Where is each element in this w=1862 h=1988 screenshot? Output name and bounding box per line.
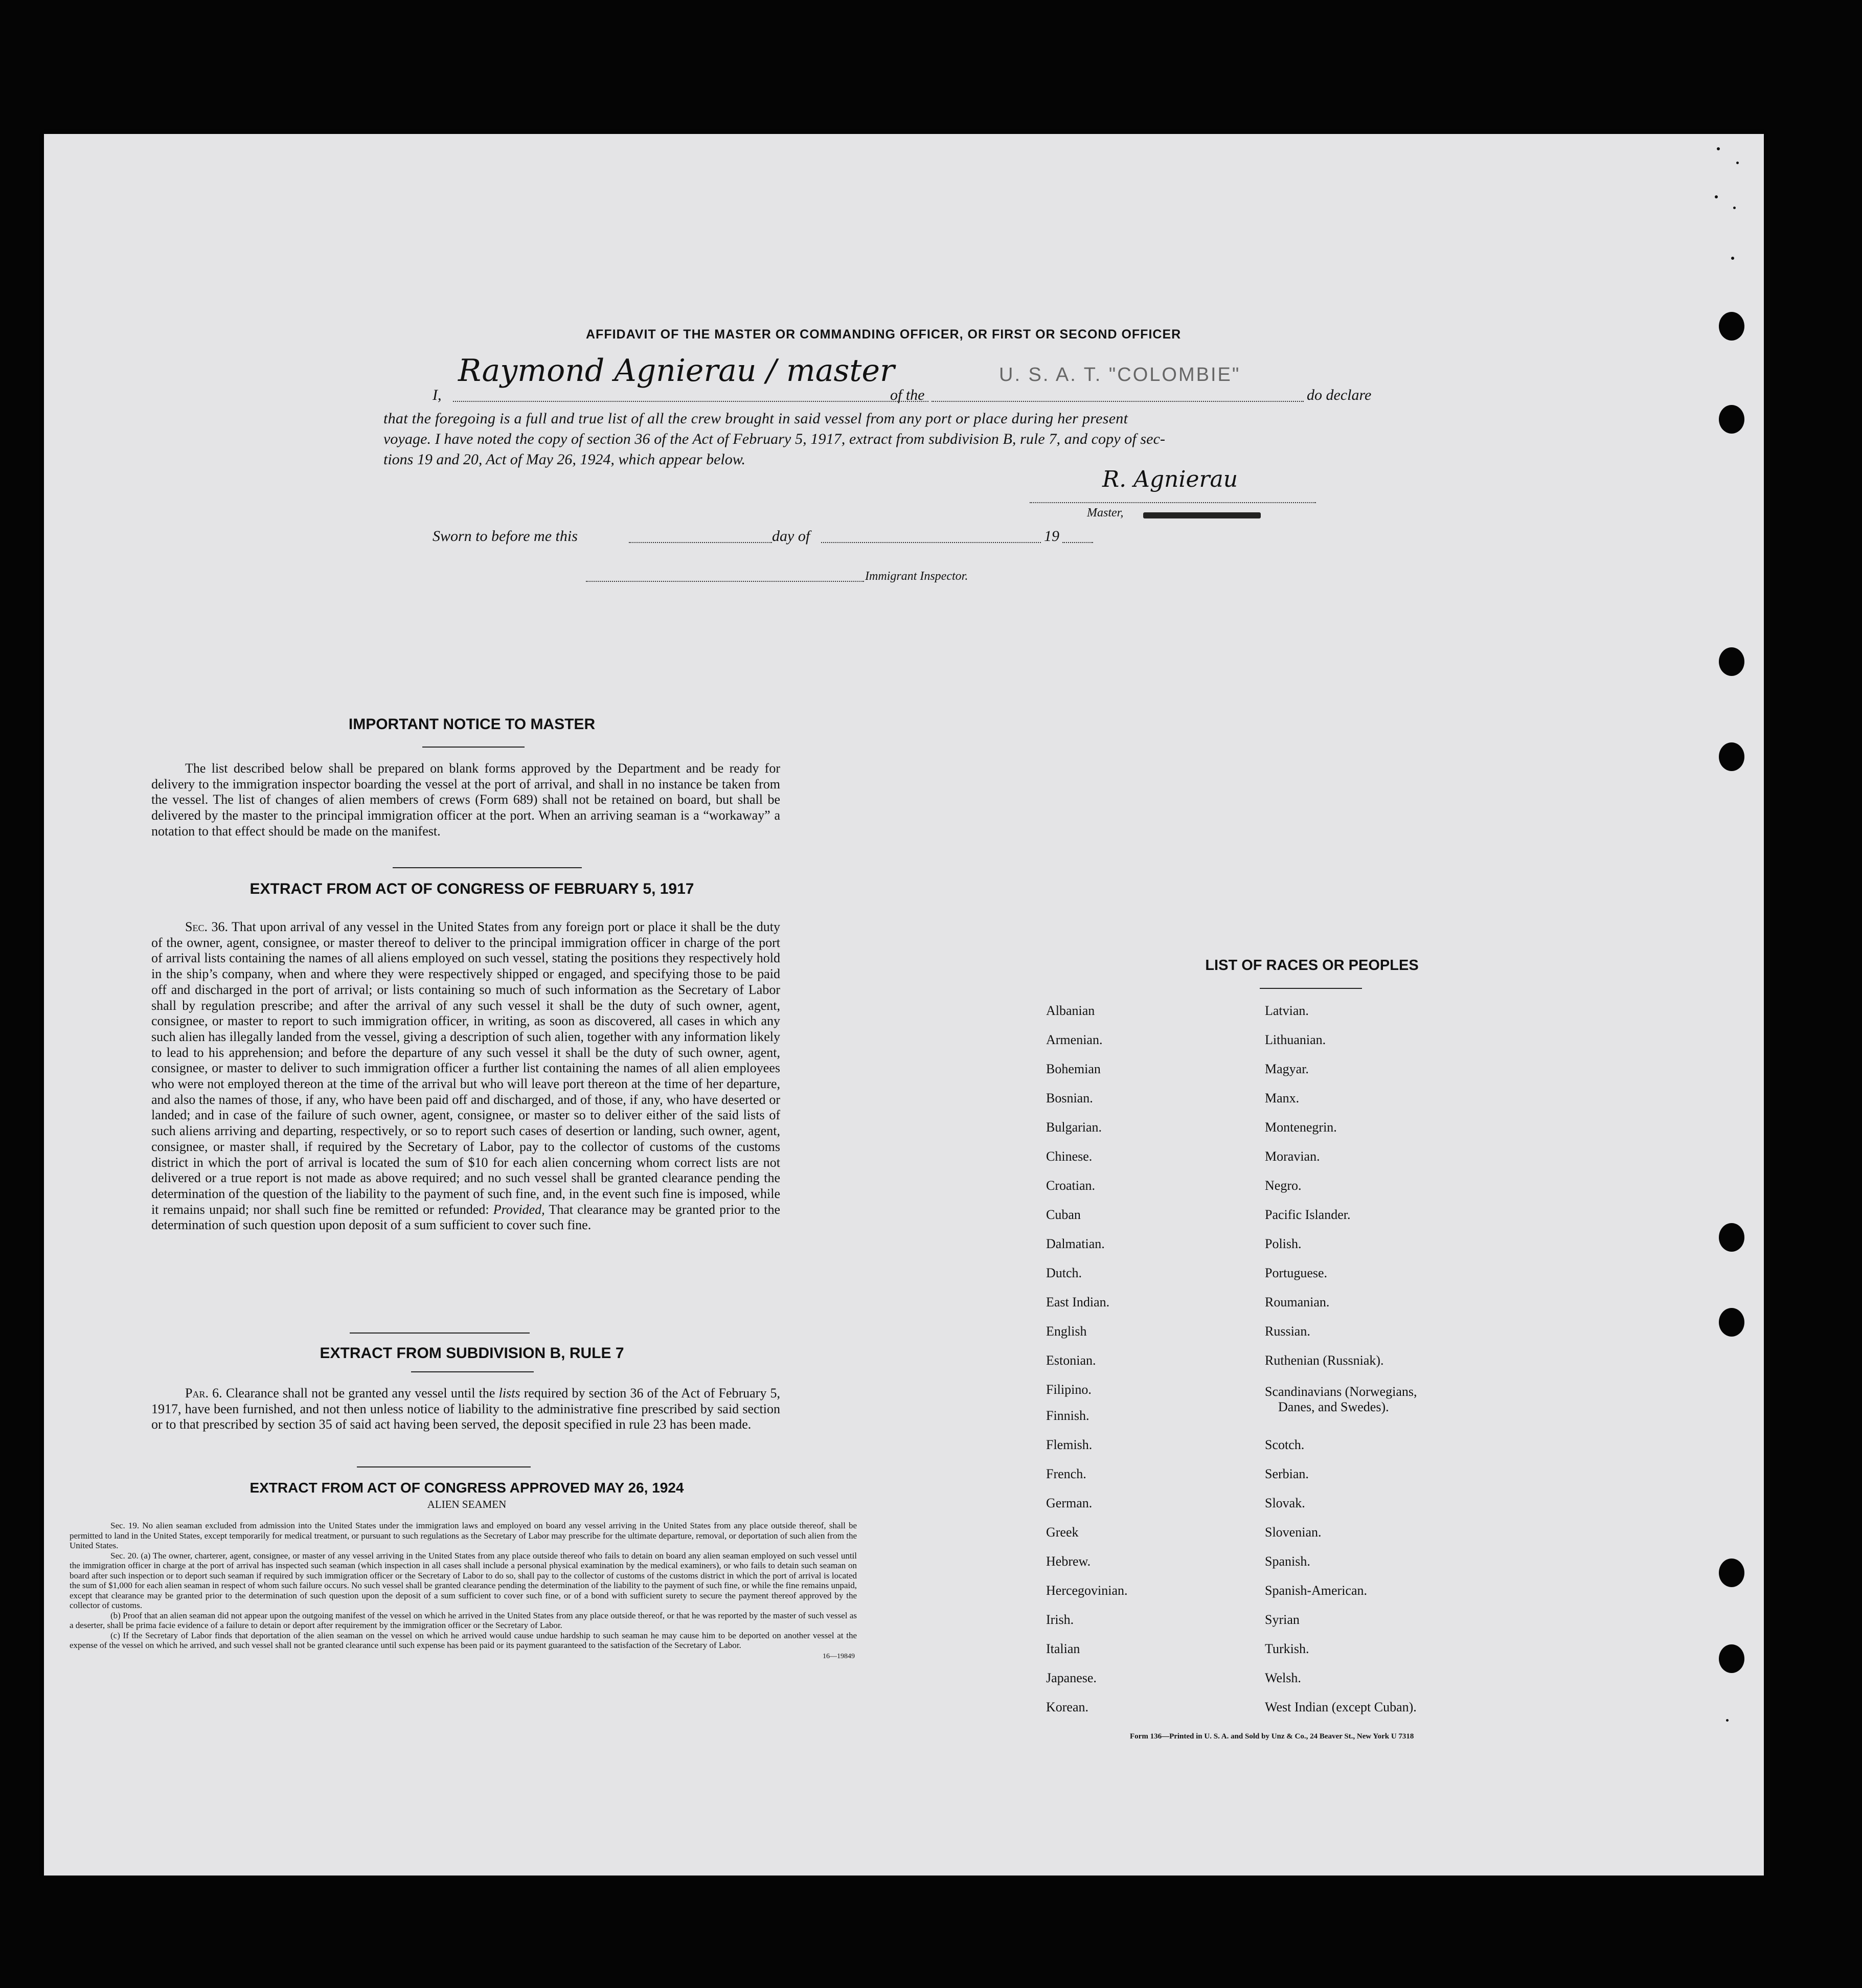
- races-left-column: [1046, 1003, 1251, 1734]
- provided-word: Provided,: [493, 1202, 545, 1217]
- race-item-left: French.: [1046, 1466, 1086, 1482]
- race-item-right: Manx.: [1265, 1091, 1300, 1105]
- race-item-left: East Indian.: [1046, 1295, 1110, 1309]
- race-item-right: Welsh.: [1265, 1670, 1301, 1686]
- race-item-right: Negro.: [1265, 1178, 1302, 1193]
- section-36-label: Sec. 36.: [185, 919, 228, 934]
- notice-heading: IMPORTANT NOTICE TO MASTER: [348, 716, 596, 733]
- race-item-left: Hebrew.: [1046, 1554, 1091, 1569]
- section-36-end: That clearance may be granted prior to the determination of such question upon deposit of a sum sufficient to cover such fine.: [151, 1202, 781, 1233]
- race-item-left: Korean.: [1046, 1700, 1089, 1715]
- races-right-column: [1265, 1003, 1551, 1734]
- section-19-text: Sec. 19. No alien seaman excluded from admission into the United States under the immigration laws and employed on board any vessel arriving in the United States from any place outside thereof, shall be permitted to land in the United States, except temporarily for medical treatment, or pursuant to such regulations as the Secretary of Labor may prescribe for the ultimate departure, removal, or deportation of such alien from the United States.: [70, 1521, 857, 1550]
- race-item-left: Estonian.: [1046, 1353, 1096, 1368]
- affidavit-of-the: of the: [890, 387, 925, 403]
- par-6-label: Par. 6.: [185, 1386, 222, 1400]
- affidavit-do-declare: do declare: [1307, 387, 1372, 403]
- affidavit-prefix: I,: [433, 387, 442, 403]
- race-item-left: Dutch.: [1046, 1266, 1082, 1280]
- race-item-left: Croatian.: [1046, 1178, 1096, 1193]
- year-label: 19: [1044, 528, 1059, 545]
- race-item-right: Ruthenian (Russniak).: [1265, 1353, 1384, 1368]
- alien-seamen-subheading: ALIEN SEAMEN: [427, 1498, 507, 1510]
- sworn-label: Sworn to before me this: [433, 528, 578, 545]
- race-item-right: Turkish.: [1265, 1641, 1309, 1657]
- punch-hole: [1719, 647, 1744, 676]
- affidavit-title: AFFIDAVIT OF THE MASTER OR COMMANDING OFFICER, OR FIRST OR SECOND OFFICER: [586, 327, 1182, 342]
- race-item-right: Pacific Islander.: [1265, 1207, 1351, 1222]
- race-item-right: Danes, and Swedes).: [1278, 1399, 1389, 1414]
- race-item-right: Moravian.: [1265, 1149, 1320, 1164]
- race-item-right: West Indian (except Cuban).: [1265, 1700, 1417, 1715]
- race-item-left: Greek: [1046, 1525, 1079, 1540]
- race-item-right: Montenegrin.: [1265, 1120, 1337, 1135]
- lists-word: lists: [498, 1386, 520, 1400]
- race-item-right: Syrian: [1265, 1612, 1300, 1628]
- race-item-left: Italian: [1046, 1641, 1080, 1657]
- punch-hole: [1719, 742, 1744, 771]
- race-item-left: Bohemian: [1046, 1061, 1101, 1076]
- race-item-right: Slovak.: [1265, 1496, 1305, 1511]
- notice-text: The list described below shall be prepared on blank forms approved by the Department and be ready for delivery to the immigration inspector boarding the vessel at the port of arrival, and shall in no instance be taken from the vessel. The list of changes of alien members of crews (Form 689) shall not be retained on board, but shall be delivered by the master to the principal immigration officer at the port. When an arriving seaman is a “workaway” a notation to that effect should be made on the manifest.: [151, 761, 780, 839]
- form-code: 16—19849: [823, 1652, 855, 1660]
- race-item-right: Latvian.: [1265, 1003, 1309, 1018]
- race-item-right: Polish.: [1265, 1236, 1302, 1251]
- extract-1924-heading: EXTRACT FROM ACT OF CONGRESS APPROVED MAY 26, 1924: [249, 1480, 684, 1496]
- race-item-left: English: [1046, 1324, 1087, 1339]
- punch-hole: [1719, 312, 1744, 341]
- race-item-right: Russian.: [1265, 1324, 1310, 1339]
- race-item-left: Armenian.: [1046, 1032, 1103, 1047]
- race-item-left: German.: [1046, 1496, 1093, 1511]
- section-20b-text: (b) Proof that an alien seaman did not appear upon the outgoing manifest of the vessel on which he arrived in the United States from any place outside thereof, or that he was reported by the master of such vessel as a deserter, shall be prima facie evidence of a failure to detain or deport after requirement by the immigration officer or the Secretary of Labor.: [70, 1610, 857, 1630]
- struck-out-title: [1143, 512, 1261, 518]
- section-20a-text: Sec. 20. (a) The owner, charterer, agent, consignee, or master of any vessel arriving in the United States from any place outside thereof who fails to detain on board any alien seaman employed on such vessel until the immigration officer in charge at the port of arrival has inspected such seaman (which inspection in all cases shall include a personal physical examination by the medical examiners), or who fails to detain such seaman on board after such inspection or to deport such seaman if required by such immigration officer or the Secretary of Labor to do so, shall pay to the collector of customs of the customs district in which the port of arrival is located the sum of $1,000 for each alien seaman in respect of whom such failure occurs. No such vessel shall be granted clearance pending the determination of the liability to the payment of such fine, or while the fine remains unpaid, except that clearance may be granted prior to the determination of such question upon the deposit of a sum sufficient to cover such fine, or of a bond with sufficient surety to secure the payment thereof approved by the collector of customs.: [70, 1550, 857, 1610]
- rule-7-text-a: Clearance shall not be granted any vessel until the: [225, 1386, 495, 1400]
- handwritten-master-name: Raymond Agnierau / master: [458, 353, 895, 389]
- extract-1917-text: [151, 919, 780, 1233]
- race-item-right: Lithuanian.: [1265, 1032, 1326, 1047]
- punch-hole: [1719, 1223, 1744, 1252]
- master-label: Master,: [1087, 506, 1124, 519]
- race-item-left: Chinese.: [1046, 1149, 1093, 1164]
- affidavit-line-3: voyage. I have noted the copy of section 36 of the Act of February 5, 1917, extract from subdivision B, rule 7, and copy of sec-: [383, 431, 1166, 447]
- form-footer: Form 136—Printed in U. S. A. and Sold by Unz & Co., 24 Beaver St., New York U 7318: [1130, 1732, 1414, 1741]
- immigrant-inspector-label: Immigrant Inspector.: [865, 570, 968, 583]
- race-item-left: Irish.: [1046, 1612, 1074, 1628]
- race-item-right: Serbian.: [1265, 1466, 1309, 1482]
- race-item-right: Slovenian.: [1265, 1525, 1322, 1540]
- punch-hole: [1719, 1558, 1744, 1587]
- race-item-left: Flemish.: [1046, 1437, 1093, 1453]
- race-item-left: Cuban: [1046, 1207, 1081, 1222]
- race-item-right: Scandinavians (Norwegians,: [1265, 1384, 1417, 1399]
- rule-7-heading: EXTRACT FROM SUBDIVISION B, RULE 7: [320, 1345, 624, 1362]
- race-item-left: Finnish.: [1046, 1408, 1089, 1424]
- section-36-body: That upon arrival of any vessel in the United States from any foreign port or place it shall be the duty of the owner, agent, consignee, or master thereof to deliver to the principal immigration officer in charge of the port of arrival lists containing the names of all aliens employed on such vessel, stating the positions they respectively hold in the ship’s company, when and where they were respectively shipped or engaged, and specifying those to be paid off and discharged in the port of arrival; or lists containing so much of such information as the Secretary of Labor shall by regulation prescribe; and after the arrival of any such vessel it shall be the duty of such owner, agent, consignee, or master to report to such immigration officer, in writing, as soon as discovered, all cases in which any such alien has illegally landed from the vessel, giving a description of such alien, together with any information likely to lead to his apprehension; and before the departure of any such vessel it shall be the duty of such owner, agent, consignee, or master to deliver to such immigration officer a further list containing the names of all alien employees who were not employed thereon at the time of the arrival but who will leave port thereon at the time of her departure, and also the names of those, if any, who have been paid off and discharged, and of those, if any, who have deserted or landed; and in case of the failure of such owner, agent, consignee, or master so to deliver either of the said lists of such aliens arriving and departing, respectively, or so to report such cases of desertion or landing, such owner, agent, consignee, or master shall, if required by the Secretary of Labor, pay to the collector of customs of the customs district in which the port of arrival is located the sum of $10 for each alien concerning whom correct lists are not delivered or a true report is not made as above required; and no such vessel shall be granted clearance pending the determination of the question of the liability to the payment of such fine, and, in the event such fine is imposed, while it remains unpaid; nor shall such fine be remitted or refunded:: [151, 919, 780, 1217]
- document-page: [44, 134, 1764, 1876]
- rule-7-text-b: required by section 36 of the Act of February 5, 1917, have been furnished, and not then unless notice of liability to the administrative fine prescribed by said section or to that prescribed by section 35 of said act having been served, the deposit specified in rule 23 has been made.: [151, 1386, 781, 1432]
- extract-1924-text: [70, 1521, 857, 1661]
- race-item-right: Scotch.: [1265, 1437, 1305, 1453]
- races-heading: LIST OF RACES OR PEOPLES: [1205, 957, 1419, 974]
- race-item-left: Dalmatian.: [1046, 1236, 1105, 1251]
- race-item-right: Magyar.: [1265, 1061, 1309, 1076]
- punch-hole: [1719, 1644, 1744, 1673]
- race-item-right: Spanish-American.: [1265, 1583, 1368, 1598]
- affidavit-line-2: that the foregoing is a full and true list of all the crew brought in said vessel from any port or place during her present: [383, 410, 1128, 427]
- punch-hole: [1719, 1308, 1744, 1337]
- race-item-right: Spanish.: [1265, 1554, 1310, 1569]
- master-signature: R. Agnierau: [1102, 466, 1238, 492]
- extract-1917-heading: EXTRACT FROM ACT OF CONGRESS OF FEBRUARY 5, 1917: [249, 880, 694, 897]
- rule-7-text: [151, 1386, 780, 1433]
- day-of-label: day of: [772, 528, 810, 545]
- vessel-name-stamp: U. S. A. T. "COLOMBIE": [999, 364, 1241, 386]
- race-item-left: Japanese.: [1046, 1670, 1097, 1686]
- race-item-right: Portuguese.: [1265, 1266, 1328, 1280]
- race-item-left: Bulgarian.: [1046, 1120, 1102, 1135]
- race-item-right: Roumanian.: [1265, 1295, 1330, 1309]
- punch-hole: [1719, 405, 1744, 434]
- race-item-left: Hercegovinian.: [1046, 1583, 1128, 1598]
- race-item-left: Albanian: [1046, 1003, 1095, 1018]
- race-item-left: Filipino.: [1046, 1382, 1092, 1397]
- section-20c-text: (c) If the Secretary of Labor finds that deportation of the alien seaman on the vessel on which he arrived would cause undue hardship to such seaman he may cause him to be deported on another vessel at the expense of the vessel on which he arrived, and such vessel shall not be granted clearance until such expense has been paid or its payment guaranteed to the satisfaction of the Secretary of Labor.: [70, 1630, 857, 1650]
- affidavit-line-4: tions 19 and 20, Act of May 26, 1924, which appear below.: [383, 451, 746, 468]
- race-item-left: Bosnian.: [1046, 1091, 1093, 1105]
